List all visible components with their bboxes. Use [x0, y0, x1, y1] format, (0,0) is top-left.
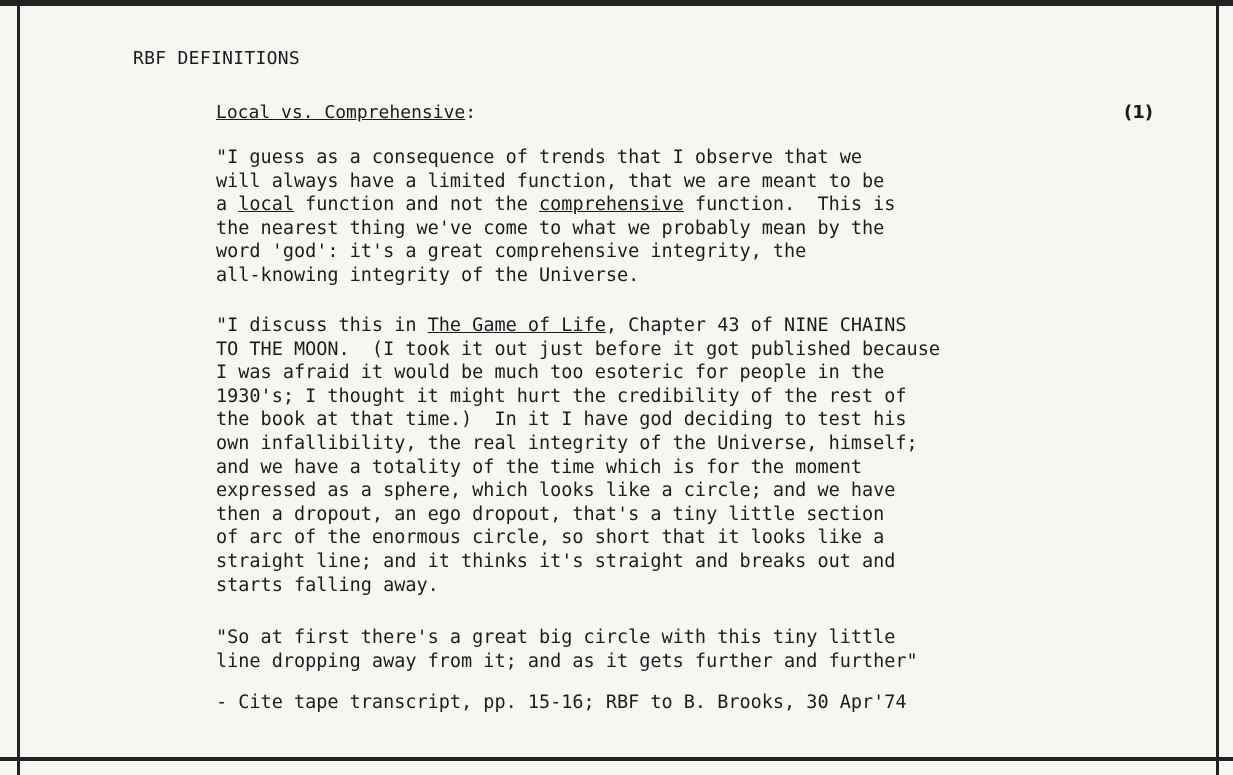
text-line: "I guess as a consequence of trends that I observe that we	[216, 147, 863, 168]
document-heading: RBF DEFINITIONS	[133, 48, 301, 69]
bottom-border-rule	[0, 757, 1233, 761]
underlined-word-local: local	[238, 194, 294, 216]
underlined-word-comprehensive: comprehensive	[539, 194, 684, 216]
section-subheading	[216, 102, 476, 123]
text-line: word 'god': it's a great comprehensive integrity, the	[216, 241, 807, 263]
text-line	[216, 193, 895, 217]
text-line: starts falling away.	[216, 574, 439, 596]
quote-paragraph-2	[216, 314, 940, 597]
subheading-text: Local vs. Comprehensive	[216, 102, 466, 123]
text-line: line dropping away from it; and as it gets further and further"	[216, 650, 918, 672]
top-border-rule	[0, 0, 1233, 6]
text-fragment: , Chapter 43 of NINE CHAINS	[605, 315, 907, 336]
text-fragment: function and not the	[293, 194, 540, 216]
text-line: straight line; and it thinks it's straight and breaks out and	[216, 550, 896, 572]
text-line: then a dropout, an ego dropout, that's a tiny little section	[216, 503, 885, 525]
text-line: expressed as a sphere, which looks like a circle; and we have	[216, 480, 896, 502]
quote-paragraph-1	[216, 146, 895, 288]
text-line: of arc of the enormous circle, so short that it looks like a	[216, 527, 885, 549]
text-line: 1930's; I thought it might hurt the credibility of the rest of	[216, 385, 907, 407]
text-fragment: "I discuss this in	[216, 315, 428, 336]
text-line: I was afraid it would be much too esoteric for people in the	[216, 362, 885, 384]
text-line: and we have a totality of the time which is for the moment	[216, 456, 863, 478]
page-number: (1)	[1124, 102, 1153, 123]
text-line: will always have a limited function, that we are meant to be	[216, 170, 885, 192]
text-line: all-knowing integrity of the Universe.	[216, 264, 640, 286]
text-line: "So at first there's a great big circle with this tiny little	[216, 627, 896, 648]
quote-paragraph-3	[216, 626, 918, 673]
text-line: the book at that time.) In it I have god deciding to test his	[216, 409, 907, 431]
text-fragment: a	[216, 194, 239, 216]
text-line: the nearest thing we've come to what we probably mean by the	[216, 217, 885, 239]
citation-line: - Cite tape transcript, pp. 15-16; RBF to B. Brooks, 30 Apr'74	[216, 692, 907, 713]
text-line: TO THE MOON. (I took it out just before it got published because	[216, 338, 940, 360]
subheading-colon: :	[465, 102, 477, 123]
left-border-rule	[17, 0, 20, 775]
underlined-title-game-of-life: The Game of Life	[427, 315, 606, 336]
text-line: own infallibility, the real integrity of the Universe, himself;	[216, 432, 918, 454]
text-line	[216, 314, 940, 338]
right-border-rule	[1216, 0, 1219, 775]
text-fragment: function. This is	[683, 194, 896, 216]
